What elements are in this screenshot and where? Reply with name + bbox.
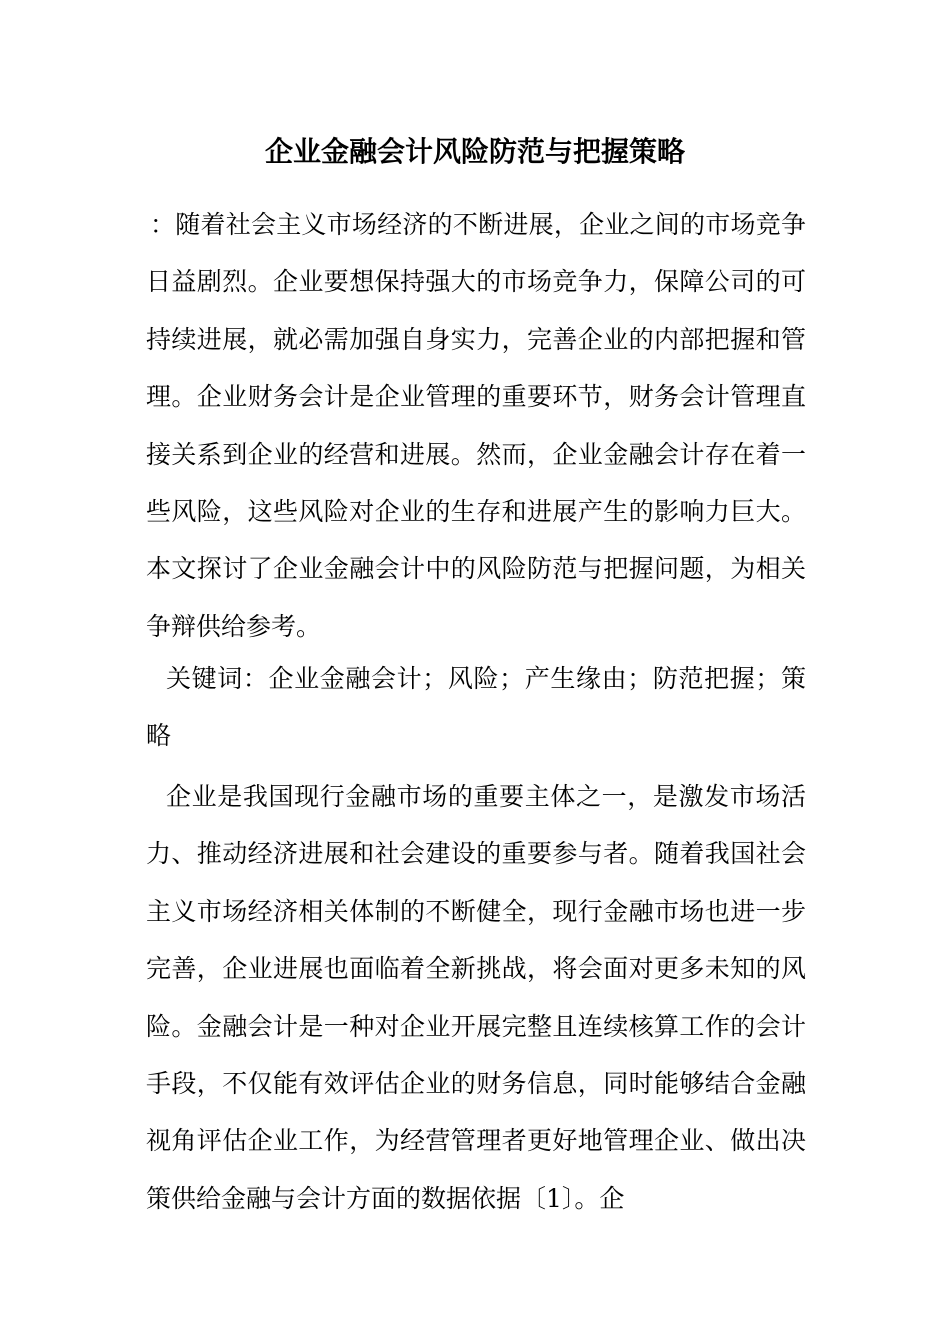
abstract-paragraph: ：随着社会主义市场经济的不断进展，企业之间的市场竞争日益剧烈。企业要想保持强大的市场竞争力，保障公司的可持续进展，就必需加强自身实力，完善企业的内部把握和管理。企业财务会计是企业管理的重要环节，财务会计管理直接关系到企业的经营和进展。然而，企业金融会计存在着一些风险，这些风险对企业的生存和进展产生的影响力巨大。本文探讨了企业金融会计中的风险防范与把握问题，为相关争辩供给参考。 [146,210,806,641]
keywords-paragraph: 关键词：企业金融会计；风险；产生缘由；防范把握；策略 [146,664,806,751]
document-title: 企业金融会计风险防范与把握策略 [264,135,685,168]
body-paragraph: 企业是我国现行金融市场的重要主体之一，是激发市场活力、推动经济进展和社会建设的重要参与者。随着我国社会主义市场经济相关体制的不断健全，现行金融市场也进一步完善，企业进展也面临着全新挑战，将会面对更多未知的风险。金融会计是一种对企业开展完整且连续核算工作的会计手段，不仅能有效评估企业的财务信息，同时能够结合金融视角评估企业工作，为经营管理者更好地管理企业、做出决策供给金融与会计方面的数据依据〔1〕。企 [146,782,806,1213]
